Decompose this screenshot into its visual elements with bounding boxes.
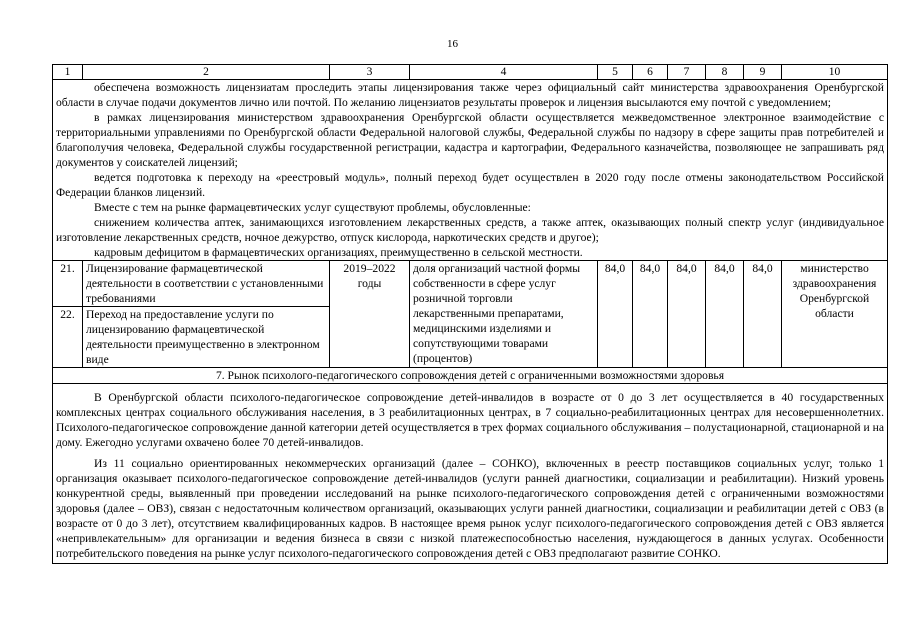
- intro-paragraph: снижением количества аптек, занимающихся изготовлением лекарственных средств, а также аптек, оказывающих полный спектр услуг (индивидуальное изготовление лекарственных средств, ночное дежурство, отпуск кислорода, наркотических средств и другое);: [56, 216, 884, 244]
- row-number: 22.: [53, 307, 83, 368]
- period-cell: 2019–2022 годы: [330, 261, 410, 368]
- responsible-cell: министерство здравоохранения Оренбургской области: [782, 261, 888, 368]
- value-cell: 84,0: [706, 261, 744, 368]
- value-cell: 84,0: [668, 261, 706, 368]
- section-title: 7. Рынок психолого-педагогического сопровождения детей с ограниченными возможностями здоровья: [53, 368, 888, 384]
- column-number: 9: [744, 65, 782, 80]
- section-text-cell: [53, 384, 888, 564]
- measure-cell: Переход на предоставление услуги по лицензированию фармацевтической деятельности преимущественно в электронном виде: [83, 307, 330, 368]
- section-text-row: [53, 384, 888, 564]
- row-number: 21.: [53, 261, 83, 307]
- intro-text-row: [53, 80, 888, 261]
- section-title-row: [53, 368, 888, 384]
- table-row: [53, 261, 888, 307]
- intro-paragraph: ведется подготовка к переходу на «реестровый модуль», полный переход будет осуществлен в 2020 году после отмены законодательством Российской Федерации бланков лицензий.: [56, 171, 884, 199]
- column-number: 7: [668, 65, 706, 80]
- column-number: 2: [83, 65, 330, 80]
- intro-text-cell: [53, 80, 888, 261]
- value-cell: 84,0: [744, 261, 782, 368]
- measure-cell: Лицензирование фармацевтической деятельности в соответствии с установленными требованиями: [83, 261, 330, 307]
- intro-paragraph: Вместе с тем на рынке фармацевтических услуг существуют проблемы, обусловленные:: [94, 201, 531, 214]
- column-number: 3: [330, 65, 410, 80]
- column-number: 10: [782, 65, 888, 80]
- value-cell: 84,0: [598, 261, 633, 368]
- page-number: 16: [447, 38, 458, 50]
- column-number: 5: [598, 65, 633, 80]
- intro-paragraph: в рамках лицензирования министерством здравоохранения Оренбургской области осуществляется межведомственное электронное взаимодействие с территориальными управлениями по Оренбургской области Федеральной налоговой службы, Федеральной службы по надзору в сфере защиты прав потребителей и благополучия человека, Федеральной службы государственной регистрации, кадастра и картографии, Федерального казначейства, позволяющее не запрашивать ряд документов у соискателей лицензий;: [56, 111, 884, 169]
- section-paragraph: Из 11 социально ориентированных некоммерческих организаций (далее – СОНКО), включенных в реестр поставщиков социальных услуг, только 1 организация оказывает психолого-педагогическое сопровождение детей-инвалидов (услуги ранней диагностики, социализации и реабилитации). Низкий уровень конкурентной среды, выявленный при проведении исследований на рынке психолого-педагогического сопровождения детей с ограниченными возможностями здоровья (далее – ОВЗ), связан с недостаточным количеством организаций, оказывающих услуги ранней диагностики, социализации и реабилитации детей с ОВЗ (в возрасте от 0 до 3 лет), отсутствием квалифицированных кадров. В настоящее время рынок услуг психолого-педагогического сопровождения детей с ОВЗ является «непривлекательным» для организации и ведения бизнеса в связи с низкой платежеспособностью населения, нуждающегося в данных услугах. Особенности потребительского поведения на рынке услуг психолого-педагогического сопровождения детей с ОВЗ предполагают развитие СОНКО.: [56, 457, 884, 560]
- intro-paragraph: кадровым дефицитом в фармацевтических организациях, преимущественно в сельской местности.: [94, 246, 583, 259]
- document-table: [52, 64, 888, 564]
- value-cell: 84,0: [633, 261, 668, 368]
- column-number: 4: [410, 65, 598, 80]
- section-paragraph: В Оренбургской области психолого-педагогическое сопровождение детей-инвалидов в возрасте от 0 до 3 лет осуществляется в 40 государственных комплексных центрах социального обслуживания населения, в 3 реабилитационных центрах, в 7 социально-реабилитационных центрах для несовершеннолетних. Психолого-педагогическое сопровождение данной категории детей осуществляется в трех формах социального обслуживания – полустационарной, стационарной и на дому. Ежегодно услугами охвачено более 70 детей-инвалидов.: [56, 391, 884, 449]
- column-number-row: [53, 65, 888, 80]
- intro-paragraph: обеспечена возможность лицензиатам проследить этапы лицензирования также через официальный сайт министерства здравоохранения Оренбургской области в случае подачи документов лично или почтой. По желанию лицензиатов результаты проверок и лицензия высылаются ему почтой с уведомлением;: [56, 81, 884, 109]
- column-number: 6: [633, 65, 668, 80]
- column-number: 8: [706, 65, 744, 80]
- indicator-cell: доля организаций частной формы собственности в сфере услуг розничной торговли лекарственными препаратами, медицинскими изделиями и сопутствующими товарами (процентов): [410, 261, 598, 368]
- column-number: 1: [53, 65, 83, 80]
